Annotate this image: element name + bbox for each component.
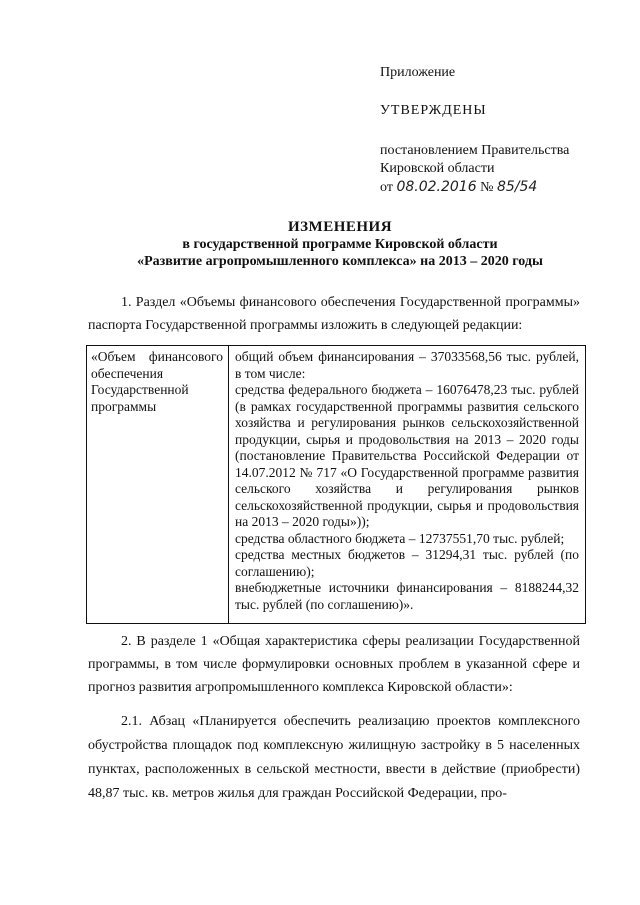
financing-local: средства местных бюджетов – 31294,31 тыс. рублей (по соглашению);: [235, 547, 579, 579]
decree-prefix: от: [380, 180, 393, 195]
appendix-label: Приложение: [380, 65, 456, 80]
financing-extra: внебюджетные источники финансирования – 8188244,32 тыс. рублей (по соглашению)».: [235, 580, 579, 612]
financing-table: [86, 345, 586, 624]
table-column-divider: [228, 346, 229, 623]
title-line-3: «Развитие агропромышленного комплекса» на 2013 – 2020 годы: [137, 254, 543, 269]
section-1-paragraph: [88, 291, 580, 337]
decree-date-line: [380, 178, 569, 197]
table-right-cell: [235, 349, 579, 613]
decree-date-handwritten: 08.02.2016: [396, 179, 477, 195]
section-2-paragraph: [88, 630, 580, 699]
decree-number-handwritten: 85/54: [496, 179, 538, 195]
section-2-text: 2. В разделе 1 «Общая характеристика сферы реализации Государственной программы, в том числе формулировки основных проблем в указанной сфере и прогноз развития агропромышленного комплекса Кировской области»:: [88, 634, 580, 695]
financing-total: общий объем финансирования – 37033568,56 тыс. рублей, в том числе:: [235, 349, 579, 381]
document-title: [90, 219, 590, 270]
section-2-1-text: 2.1. Абзац «Планируется обеспечить реализацию проектов комплексного обустройства площадок под комплексную жилищную застройку в 5 населенных пунктах, расположенных в сельской местности, ввести в действие (приобрести) 48,87 тыс. кв. метров жилья для граждан Российской Федерации, про-: [88, 714, 580, 801]
decree-line-1: постановлением Правительства: [380, 143, 570, 158]
section-2-1-paragraph: [88, 710, 580, 806]
decree-line-2: Кировской области: [380, 161, 495, 176]
approval-stamp: [380, 64, 569, 197]
approved-label: УТВЕРЖДЕНЫ: [380, 103, 487, 118]
table-left-cell: «Объем финансового обеспечения Государственной программы: [91, 349, 223, 414]
financing-federal: средства федерального бюджета – 16076478,23 тыс. рублей (в рамках государственной программы развития сельского хозяйства и регулирования рынков сельскохозяйственной продукции, сырья и продовольствия на 2013 – 2020 годы (постановление Правительства Российской Федерации от 14.07.2012 № 717 «О Государственной программе развития сельского хозяйства и регулирования рынков сельскохозяйственной продукции, сырья и продовольствия на 2013 – 2020 годы»));: [235, 382, 579, 529]
financing-regional: средства областного бюджета – 12737551,70 тыс. рублей;: [235, 530, 565, 546]
decree-number-label: №: [480, 180, 494, 195]
section-1-text: 1. Раздел «Объемы финансового обеспечения Государственной программы» паспорта Государственной программы изложить в следующей редакции:: [88, 295, 580, 333]
title-line-1: ИЗМЕНЕНИЯ: [287, 219, 393, 235]
title-line-2: в государственной программе Кировской области: [182, 237, 498, 252]
